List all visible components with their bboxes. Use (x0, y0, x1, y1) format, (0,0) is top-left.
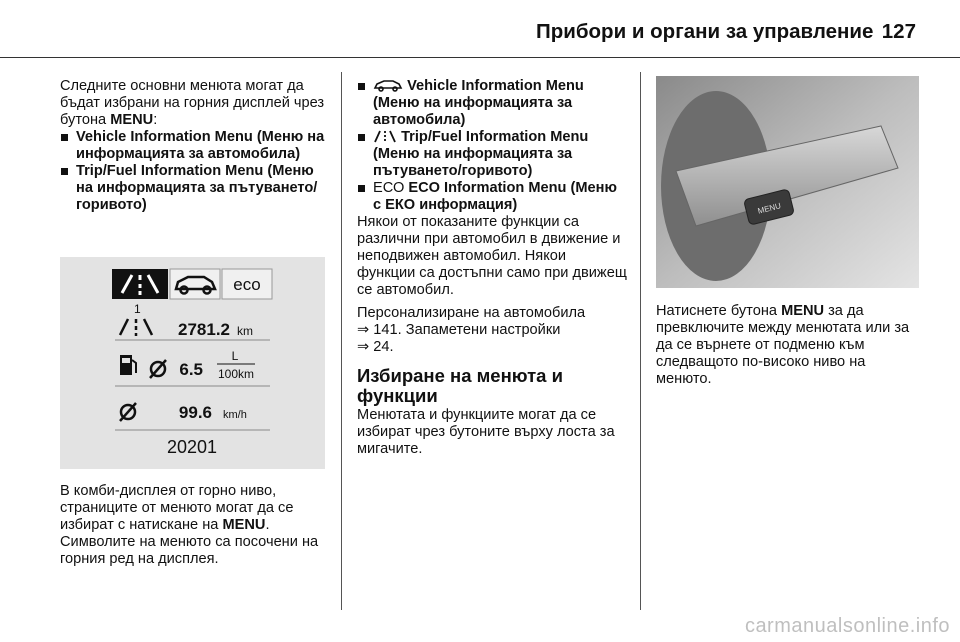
car-icon (373, 79, 403, 92)
page-header (536, 14, 916, 54)
trip-unit: km (237, 324, 253, 338)
trip-fuel-icon (373, 130, 397, 143)
bullet-trip-fuel: Trip/Fuel Information Menu (Меню на информацията за пътуването/ горивото) (60, 163, 330, 214)
section-heading: Избиране на менюта и функции (357, 365, 563, 406)
watermark: carmanualsonline.info (744, 615, 950, 637)
eco-tab-label: eco (233, 275, 261, 294)
trip-index: 1 (134, 302, 141, 316)
menu-button-paragraph: Натиснете бутона MENU за да превключите между менютата или за да се върнете от подменю към следващото по-високо ниво на менюто. (656, 303, 910, 387)
eco-symbol: ЕСО (373, 180, 405, 196)
selection-paragraph: Менютата и функциите могат да се избират чрез бутоните върху лоста за мигачите. (357, 407, 615, 457)
functions-paragraph: Някои от показаните функции са различни при автомобил в движение и неподвижен автомобил. Някои функции са достъпни само при движещ се автомобил. (357, 214, 627, 298)
stalk-photo-svg (656, 76, 919, 288)
fuel-unit-bottom: 100km (217, 367, 255, 381)
ref-arrow-icon: ⇒ (357, 322, 374, 338)
speed-unit: km/h (223, 409, 247, 421)
column-2 (357, 78, 627, 458)
ref-arrow-icon: ⇒ (357, 339, 374, 355)
bullet-trip-fuel-2: Trip/Fuel Information Menu (Меню на информацията за пътуването/горивото) (357, 129, 627, 180)
column-divider-1 (341, 72, 342, 610)
trip-value: 2781.2 (178, 320, 230, 339)
column-divider-2 (640, 72, 641, 610)
display-svg (60, 257, 325, 469)
odometer: 20201 (166, 437, 218, 457)
bullet-vehicle-info: Vehicle Information Menu (Меню на информацията за автомобила) (60, 129, 330, 163)
display-paragraph: В комби-дисплея от горно ниво, страниците от менюто могат да се избират с натискане на MENU. Символите на менюто са посочени на горния ред на дисплея. (60, 483, 319, 567)
column-3 (656, 303, 922, 388)
page-number: 127 (881, 20, 916, 43)
speed-value: 99.6 (178, 403, 212, 422)
stalk-photo (656, 76, 919, 288)
bullet-vehicle-info-2: Vehicle Information Menu (Меню на информацията за автомобила) (357, 78, 627, 129)
fuel-unit-top: L (231, 349, 239, 363)
menu-button-label: MENU (756, 201, 782, 216)
column-1 (60, 78, 330, 214)
personalisation-paragraph: Персонализиране на автомобила ⇒ 141. Запаметени настройки ⇒ 24. (357, 305, 586, 355)
header-title: Прибори и органи за управление (536, 20, 874, 43)
intro-paragraph: Следните основни менюта могат да бъдат избрани на горния дисплей чрез бутона MENU: (60, 78, 325, 128)
fuel-value: 6.5 (179, 360, 203, 379)
header-rule (0, 57, 960, 58)
column-1-lower (60, 483, 332, 568)
instrument-display-illustration (60, 257, 325, 469)
bullet-eco: ЕСО ECO Information Menu (Меню с ЕКО информация) (357, 180, 627, 214)
